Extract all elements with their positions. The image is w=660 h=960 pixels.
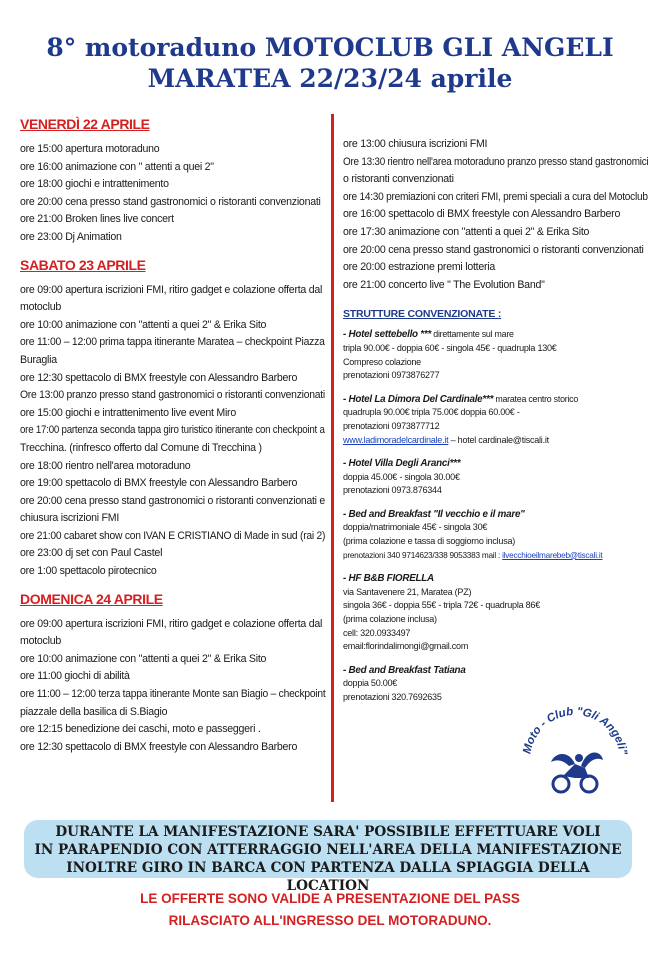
hotel-detail-line: quadrupla 90.00€ tripla 75.00€ doppia 60.00€ - xyxy=(343,407,520,418)
text-line: ore 18:00 rientro nell'area motoraduno xyxy=(20,459,191,472)
text-line: ore 17:00 partenza seconda tappa giro turistico itinerante con checkpoint a xyxy=(20,424,325,437)
hotel-name xyxy=(343,328,643,342)
text-line: ore 12:30 spettacolo di BMX freestyle con Alessandro Barbero xyxy=(20,740,298,753)
hotel-entry xyxy=(343,457,648,498)
hotel-web-line xyxy=(343,434,643,448)
text-line: ore 09:00 apertura iscrizioni FMI, ritiro gadget e colazione offerta dal xyxy=(20,283,323,296)
hotel-name-text: - Bed and Breakfast Tatiana xyxy=(343,664,466,676)
text-line: ore 19:00 spettacolo di BMX freestyle con Alessandro Barbero xyxy=(20,477,298,490)
text-line: ore 21:00 cabaret show con IVAN E CRISTIANO di Made in sud (rai 2) xyxy=(20,529,326,542)
program-right-column xyxy=(343,136,648,715)
text-line: motoclub xyxy=(20,301,61,314)
text-line: ore 17:30 animazione con "attenti a quei 2" & Erika Sito xyxy=(343,225,590,238)
text-line: chiusura iscrizioni FMI xyxy=(20,512,120,525)
hotel-entry xyxy=(343,572,648,654)
text-line: ore 09:00 apertura iscrizioni FMI, ritiro gadget e colazione offerta dal xyxy=(20,617,323,630)
hotel-location-note: direttamente sul mare xyxy=(431,329,514,340)
hotel-name-text: - HF B&B FIORELLA xyxy=(343,573,434,585)
hotel-contact-text: prenotazioni 340 9714623/338 9053383 mail : xyxy=(343,549,503,560)
hotel-name-text: - Bed and Breakfast "Il vecchio e il mare" xyxy=(343,508,525,520)
hotel-name xyxy=(343,664,643,678)
saturday-heading: SABATO 23 APRILE xyxy=(20,256,146,273)
hotel-detail-line: email:florindalimongi@gmail.com xyxy=(343,641,469,652)
text-line: ore 13:00 chiusura iscrizioni FMI xyxy=(343,138,488,150)
title-line-2: MARATEA 22/23/24 aprile xyxy=(147,64,513,93)
saturday-lines xyxy=(20,282,325,581)
hotel-detail-line: doppia 50.00€ xyxy=(343,678,398,689)
hotel-entry xyxy=(343,393,648,447)
page-title xyxy=(0,32,660,94)
hotel-detail-line: doppia 45.00€ - singola 30.00€ xyxy=(343,471,460,482)
hotel-name-text: - Hotel settebello *** xyxy=(343,329,432,341)
hotel-email-text: – hotel cardinale@tiscali.it xyxy=(448,434,549,445)
text-line: ore 18:00 giochi e intrattenimento xyxy=(20,178,169,191)
text-line: IN PARAPENDIO CON ATTERRAGGIO NELL'AREA DELLA MANIFESTAZIONE xyxy=(34,842,622,858)
text-line: ore 11:00 giochi di abilità xyxy=(20,670,130,683)
text-line: Ore 13:00 pranzo presso stand gastronomici o ristoranti convenzionati xyxy=(20,389,325,402)
text-line: ore 20:00 estrazione premi lotteria xyxy=(343,261,496,274)
text-line: RILASCIATO ALL'INGRESSO DEL MOTORADUNO. xyxy=(168,913,492,928)
column-divider xyxy=(331,114,334,802)
text-line: DURANTE LA MANIFESTAZIONE SARA' POSSIBILE EFFETTUARE VOLI xyxy=(55,824,601,840)
text-line: ore 15:00 giochi e intrattenimento live event Miro xyxy=(20,406,236,419)
hotel-location-note: maratea centro storico xyxy=(493,393,579,404)
hotel-website-link[interactable]: www.ladimoradelcardinale.it xyxy=(343,434,449,445)
text-line: ore 12:30 spettacolo di BMX freestyle con Alessandro Barbero xyxy=(20,371,298,384)
hotel-detail-line: (prima colazione inclusa) xyxy=(343,614,437,625)
text-line: ore 20:00 cena presso stand gastronomici o ristoranti convenzionati e xyxy=(20,494,325,507)
text-line: motoclub xyxy=(20,635,61,648)
hotel-name xyxy=(343,508,643,522)
logo-text: Moto - Club "Gli Angeli" xyxy=(521,705,629,756)
sunday-section xyxy=(20,591,325,757)
program-left-column xyxy=(20,116,325,766)
hotel-detail-line: Compreso colazione xyxy=(343,356,421,367)
text-line: ore 23:00 Dj Animation xyxy=(20,230,122,243)
text-line: ore 10:00 animazione con "attenti a quei 2" & Erika Sito xyxy=(20,652,267,665)
hotel-detail-line: tripla 90.00€ - doppia 60€ - singola 45€ - quadrupla 130€ xyxy=(343,342,557,353)
text-line: ore 12:15 benedizione dei caschi, moto e passeggeri . xyxy=(20,723,261,736)
hotel-name xyxy=(343,393,643,407)
hotel-detail-line: via Santavenere 21, Maratea (PZ) xyxy=(343,586,472,597)
hotel-detail-line: (prima colazione e tassa di soggiorno inclusa) xyxy=(343,536,516,547)
text-line: o ristoranti convenzionati xyxy=(343,173,454,186)
title-line-1: 8° motoraduno MOTOCLUB GLI ANGELI xyxy=(46,33,614,62)
text-line: Trecchina. (rinfresco offerto dal Comune di Trecchina ) xyxy=(20,441,262,454)
activities-banner xyxy=(24,820,632,894)
hotel-contact-line xyxy=(343,549,643,563)
hotel-name xyxy=(343,572,643,586)
text-line: piazzale della basilica di S.Biagio xyxy=(20,705,168,718)
text-line: ore 16:00 spettacolo di BMX freestyle con Alessandro Barbero xyxy=(343,208,621,221)
hotel-detail-line: doppia/matrimoniale 45€ - singola 30€ xyxy=(343,522,488,533)
pass-validity-notice xyxy=(0,888,660,932)
sunday-lines xyxy=(20,616,325,757)
hotel-detail-line: prenotazioni 320.7692635 xyxy=(343,692,442,702)
text-line: INOLTRE GIRO IN BARCA CON PARTENZA DALLA SPIAGGIA DELLA LOCATION xyxy=(66,860,590,894)
text-line: LE OFFERTE SONO VALIDE A PRESENTAZIONE DEL PASS xyxy=(140,891,520,906)
friday-section xyxy=(20,116,325,247)
svg-text:Moto - Club "Gli Angeli" xyxy=(521,706,628,756)
hotel-name-text: - Hotel La Dimora Del Cardinale*** xyxy=(343,393,494,405)
text-line: ore 10:00 animazione con "attenti a quei 2" & Erika Sito xyxy=(20,318,267,331)
text-line: ore 16:00 animazione con " attenti a quei 2" xyxy=(20,160,214,173)
text-line: ore 11:00 – 12:00 terza tappa itinerante Monte san Biagio – checkpoint xyxy=(20,688,326,701)
text-line: ore 20:00 cena presso stand gastronomici o ristoranti convenzionati xyxy=(20,195,321,208)
text-line: Ore 13:30 rientro nell'area motoraduno pranzo presso stand gastronomici xyxy=(343,155,649,168)
hotel-detail-line: prenotazioni 0973876277 xyxy=(343,370,440,381)
hotel-detail-line: singola 36€ - doppia 55€ - tripla 72€ - quadrupla 86€ xyxy=(343,600,540,611)
sunday-continued-lines xyxy=(343,136,648,294)
sunday-heading: DOMENICA 24 APRILE xyxy=(20,590,163,607)
hotel-list xyxy=(343,328,648,704)
hotel-detail-line: prenotazioni 0973877712 xyxy=(343,420,440,431)
hotel-detail-line: cell: 320.0933497 xyxy=(343,627,411,638)
text-line: ore 21:00 concerto live " The Evolution Band" xyxy=(343,278,545,291)
structures-heading: STRUTTURE CONVENZIONATE : xyxy=(343,308,502,321)
text-line: ore 14:30 premiazioni con criteri FMI, premi speciali a cura del Motoclub xyxy=(343,190,648,203)
hotel-email-link[interactable]: ilvecchioeilmarebeb@tiscali.it xyxy=(502,549,603,560)
hotel-name-text: - Hotel Villa Degli Aranci*** xyxy=(343,458,461,470)
hotel-detail-line: prenotazioni 0973.876344 xyxy=(343,485,442,496)
angel-motorcycle-logo-icon xyxy=(512,690,638,816)
hotel-name xyxy=(343,457,643,471)
hotel-entry xyxy=(343,328,648,382)
text-line: ore 20:00 cena presso stand gastronomici o ristoranti convenzionati xyxy=(343,243,644,256)
friday-heading: VENERDÌ 22 APRILE xyxy=(20,116,150,132)
text-line: Buraglia xyxy=(20,353,57,366)
text-line: ore 23:00 dj set con Paul Castel xyxy=(20,547,163,560)
text-line: ore 21:00 Broken lines live concert xyxy=(20,213,174,226)
hotel-entry xyxy=(343,508,648,562)
text-line: ore 11:00 – 12:00 prima tappa itinerante Maratea – checkpoint Piazza xyxy=(20,336,325,349)
text-line: ore 1:00 spettacolo pirotecnico xyxy=(20,565,157,578)
text-line: ore 15:00 apertura motoraduno xyxy=(20,143,160,155)
saturday-section xyxy=(20,257,325,581)
friday-lines xyxy=(20,141,325,247)
